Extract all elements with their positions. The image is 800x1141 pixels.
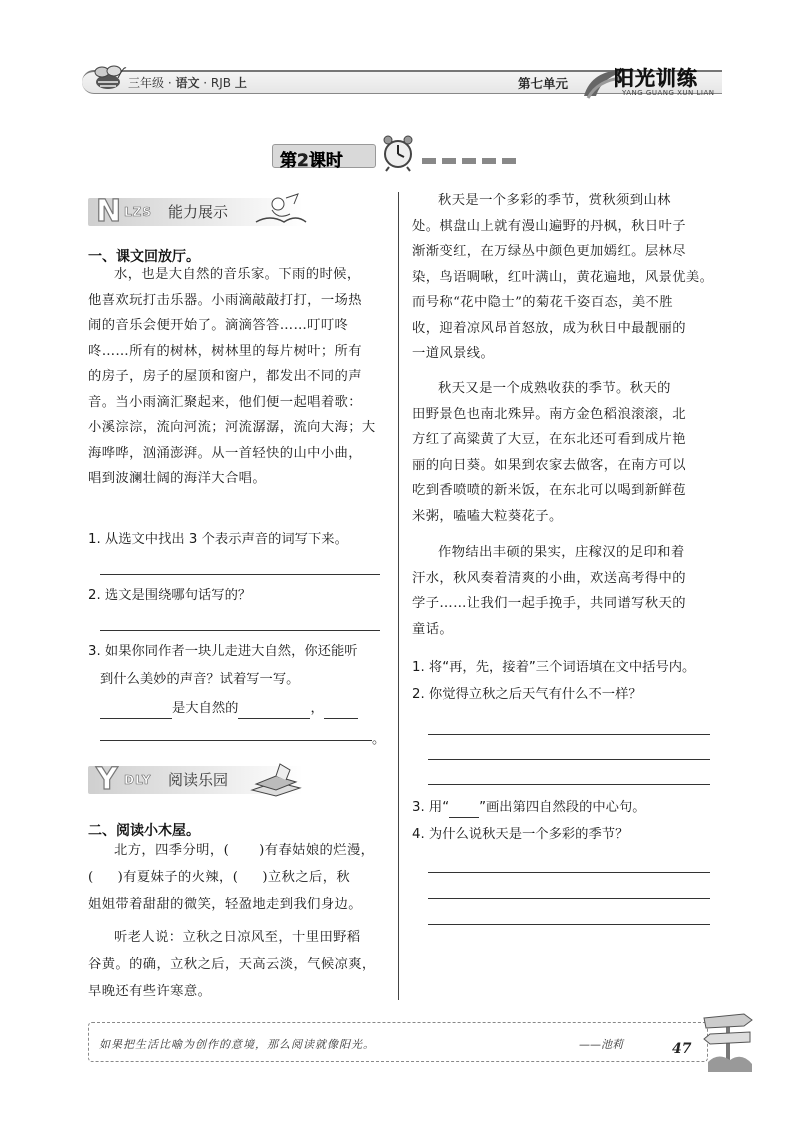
banner-letter: N: [96, 194, 122, 229]
passage-line: 而号称“花中隐士”的菊花千姿百态，美不胜: [412, 295, 673, 310]
fill-blank[interactable]: [324, 698, 358, 719]
passage-line: 米粥，嗑嗑大粒葵花子。: [412, 508, 563, 524]
passage-line: 他喜欢玩打击乐器。小雨滴敲敲打打，一场热: [88, 292, 362, 308]
footer-quote: 如果把生活比喻为创作的意境，那么阅读就像阳光。: [99, 1038, 375, 1051]
header-subject: 语文: [175, 76, 200, 90]
passage-line: 作物结出丰硕的果实，庄稼汉的足印和着: [438, 545, 685, 560]
passage-line: 秋天是一个多彩的季节，赏秋须到山林: [438, 193, 671, 208]
passage-line: 听老人说：立秋之日凉风至，十里田野稻: [114, 930, 361, 945]
answer-line[interactable]: [428, 759, 710, 760]
question-2-left: 2. 选文是围绕哪句话写的？: [88, 588, 252, 603]
header-grade-subject: 三年级 · 语文 · RJB 上: [128, 76, 247, 90]
banner-title: 阅读乐园: [168, 771, 229, 789]
question-2-right: 2. 你觉得立秋之后天气有什么不一样？: [412, 687, 642, 702]
decorative-dots-icon: [422, 156, 522, 166]
quote-box: [88, 1022, 708, 1062]
answer-line[interactable]: [100, 574, 380, 575]
fill-blank[interactable]: [100, 698, 172, 719]
answer-line[interactable]: [428, 898, 710, 899]
lesson-title-block: [272, 132, 527, 176]
passage-line: 水，也是大自然的音乐家。下雨的时候，: [114, 267, 361, 282]
passage-line: 汗水，秋风奏着清爽的小曲，欢送高考得中的: [412, 570, 686, 586]
passage-line: 小溪淙淙，流向河流；河流潺潺，流向大海；大: [88, 420, 376, 435]
period: 。: [372, 732, 386, 747]
passage-line: 渐渐变红，在万绿丛中颜色更加嫣红。层林尽: [412, 244, 686, 259]
section-banner-reading: [88, 760, 388, 800]
footer-author: ——池莉: [579, 1038, 623, 1051]
question-4-right: 4. 为什么说秋天是一个多彩的季节？: [412, 827, 629, 842]
passage-line: ( )有夏妹子的火辣，( )立秋之后，秋: [88, 870, 351, 885]
question-3-left-line1: 3. 如果你同作者一块儿走进大自然，你还能听: [88, 644, 358, 659]
alarm-clock-icon: [380, 132, 416, 172]
bee-icon: [88, 58, 128, 94]
passage-line: 丽的向日葵。如果到农家去做客，在南方可以: [412, 457, 686, 473]
passage-line: 北方，四季分明，( )有春姑娘的烂漫，: [114, 843, 375, 858]
header-volume: 上: [234, 76, 247, 90]
fill-in-sentence: 是大自然的 ，: [100, 698, 358, 719]
passage-line: 收，迎着凉风昂首怒放，成为秋日中最靓丽的: [412, 320, 686, 336]
answer-line[interactable]: [428, 924, 710, 925]
passage-line: 的房子，房子的屋顶和窗户，都发出不同的声: [88, 369, 362, 384]
column-divider: [398, 192, 399, 1000]
passage-line: 童话。: [412, 621, 454, 637]
answer-line[interactable]: [428, 734, 710, 735]
answer-line[interactable]: [100, 630, 380, 631]
page-number: 47: [672, 1041, 692, 1057]
answer-line[interactable]: [100, 740, 372, 741]
passage-line: 田野景色也南北殊异。南方金色稻浪滚滚，北: [412, 406, 686, 422]
brand-logo: [582, 60, 722, 102]
section-heading-review: 一、课文回放厅。: [88, 249, 200, 265]
passage-line: 闹的音乐会便开始了。滴滴答答……叮叮咚: [88, 318, 349, 333]
answer-line[interactable]: [428, 872, 710, 873]
question-3-right: 3. 用“ ”画出第四自然段的中心句。: [412, 798, 646, 818]
header-grade: 三年级: [128, 76, 165, 90]
books-icon: [246, 760, 306, 800]
passage-line: 秋天又是一个成熟收获的季节。秋天的: [438, 381, 671, 396]
passage-line: 吃到香喷喷的新米饭，在东北可以喝到新鲜苞: [412, 483, 686, 498]
question-1-left: 1. 从选文中找出 3 个表示声音的词写下来。: [88, 532, 348, 547]
passage-line: 早晚还有些许寒意。: [88, 984, 212, 999]
answer-line[interactable]: [428, 784, 710, 785]
passage-line: 一道风景线。: [412, 346, 495, 361]
banner-title: 能力展示: [168, 203, 229, 221]
passage-line: 姐姐带着甜甜的微笑，轻盈地走到我们身边。: [88, 897, 362, 912]
brand-subtitle: YANG GUANG XUN LIAN: [622, 89, 715, 97]
section-heading-reading: 二、阅读小木屋。: [88, 823, 200, 839]
passage-line: 音。当小雨滴汇聚起来，他们便一起唱着歌：: [88, 394, 362, 410]
banner-code: DLY: [124, 773, 152, 787]
passage-line: 处。棋盘山上就有漫山遍野的丹枫，秋日叶子: [412, 218, 686, 234]
reading-figure-icon: [250, 192, 310, 232]
banner-code: LZS: [124, 205, 152, 219]
banner-letter: Y: [96, 762, 118, 797]
signpost-icon: [700, 1008, 756, 1074]
passage-line: 染，鸟语啁啾，红叶满山，黄花遍地，风景优美。: [412, 269, 714, 285]
passage-line: 学子……让我们一起手挽手，共同谱写秋天的: [412, 596, 686, 611]
underline-sample: [449, 802, 479, 818]
passage-line: 唱到波澜壮阔的海洋大合唱。: [88, 471, 267, 486]
section-banner-ability: [88, 192, 388, 232]
passage-line: 方红了高粱黄了大豆，在东北还可看到成片艳: [412, 432, 686, 447]
lesson-title: 第2课时: [280, 151, 343, 171]
passage-line: 海哗哗，汹涌澎湃。从一首轻快的山中小曲，: [88, 445, 362, 461]
passage-line: 谷黄。的确，立秋之后，天高云淡，气候凉爽，: [88, 957, 376, 972]
question-3-left-line2: 到什么美妙的声音？试着写一写。: [100, 672, 300, 687]
question-1-right: 1. 将“再，先，接着”三个词语填在文中括号内。: [412, 660, 696, 675]
passage-line: 咚……所有的树林，树林里的每片树叶；所有: [88, 343, 362, 359]
brand-title: 阳光训练: [614, 66, 698, 90]
header-unit: 第七单元: [518, 76, 569, 91]
fill-blank[interactable]: [238, 698, 310, 719]
